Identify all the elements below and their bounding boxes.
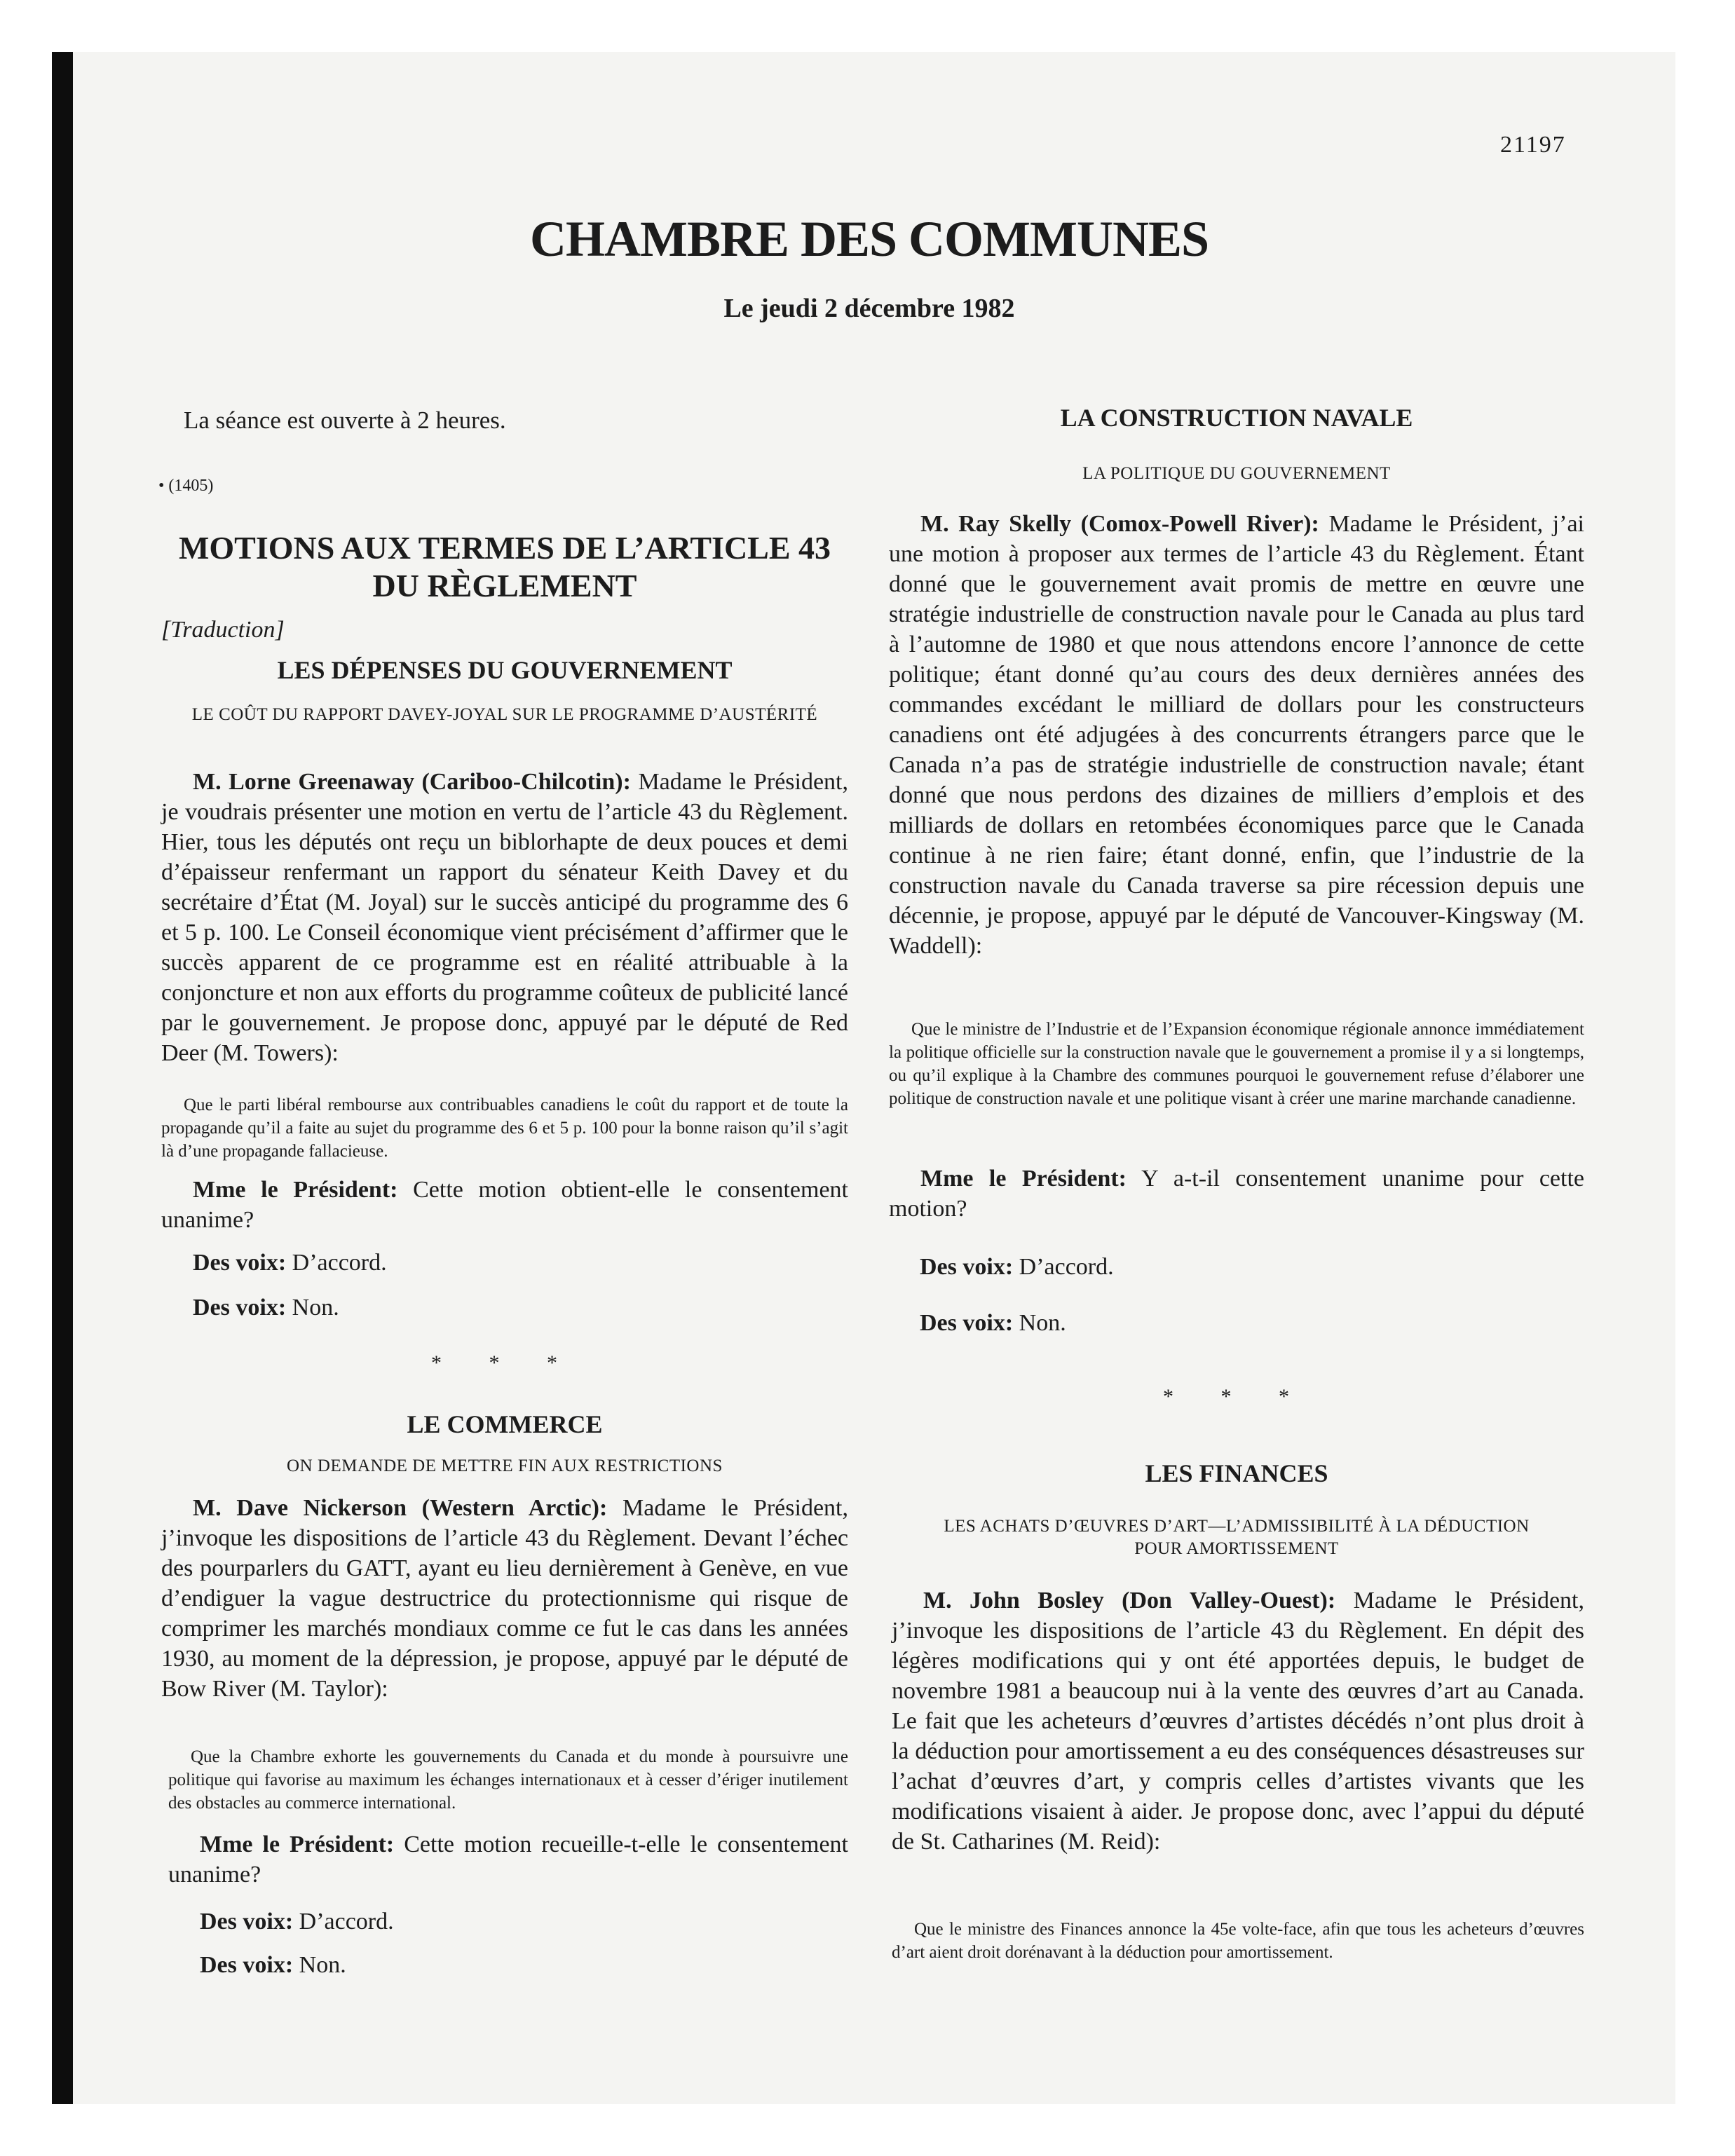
speaker-bosley: M. John Bosley (Don Valley-Ouest): (923, 1588, 1336, 1613)
motion-bosley: Que le ministre des Finances annonce la 45e volte-face, afin que tous les acheteurs d’œuvres d’art aient droit dorénavant à la déduction pour amortissement. (892, 1920, 1584, 1962)
speaker-skelly: M. Ray Skelly (Comox-Powell River): (920, 511, 1319, 537)
voices-text: Non. (1019, 1310, 1066, 1336)
chair-text: Y a-t-il consentement unanime pour cette motion? (889, 1166, 1584, 1222)
voices-agree-1 (193, 1248, 387, 1278)
chair-reply-1 (161, 1175, 848, 1235)
section-title-line2: DU RÈGLEMENT (372, 568, 637, 603)
heading-construction-navale: LA CONSTRUCTION NAVALE (1060, 404, 1413, 432)
motion-greenaway: Que le parti libéral rembourse aux contribuables canadiens le coût du rapport et de toute la propagande qu’il a faite au sujet du programme des 6 et 5 p. 100 pour la bonne raison qu’il s’agit là d’une propagande fallacieuse. (161, 1096, 848, 1161)
speech-text: Madame le Président, j’invoque les dispositions de l’article 43 du Règlement. En dépit des légères modifications qui y ont été apportées depuis, le budget de novembre 1981 a beaucoup nui à la vente des œuvres d’art au Canada. Le fait que les acheteurs d’œuvres d’artistes décédés n’ont plus droit à la déduction pour amortissement a eu des conséquences désastreuses sur l’achat d’œuvres d’art, y compris celles d’artistes vivants que les modifications visaient à aider. Je propose donc, avec l’appui du député de St. Catharines (M. Reid): (892, 1588, 1584, 1855)
speech-text: Madame le Président, j’invoque les dispositions de l’article 43 du Règlement. Devant l’échec des pourparlers du GATT, ayant eu lieu dernièrement à Genève, en vue d’endiguer la vague destructrice du protectionnisme qui risque de comprimer les marchés mondiaux comme ce fut le cas dans les années 1930, au moment de la dépression, je propose, appuyé par le député de Bow River (M. Taylor): (161, 1495, 848, 1702)
voices-text: Non. (292, 1295, 339, 1321)
speech-bosley (892, 1585, 1584, 1857)
voices-label: Des voix: (200, 1909, 294, 1935)
voices-label: Des voix: (200, 1952, 294, 1978)
speech-nickerson (161, 1493, 848, 1704)
motion-skelly: Que le ministre de l’Industrie et de l’Expansion économique régionale annonce immédiatement la politique officielle sur la construction navale que le gouvernement a promise il y a si longtemps, ou qu’il explique à la Chambre des communes pourquoi le gouvernement refuse d’élaborer une politique de construction navale et une politique visant à créer une marine marchande canadienne. (889, 1020, 1584, 1108)
voices-agree-2 (200, 1906, 394, 1937)
speech-text: Madame le Président, j’ai une motion à proposer aux termes de l’article 43 du Règlement. Étant donné que le gouvernement avait promis de mettre en œuvre une stratégie industrielle de construction navale pour le Canada au plus tard à l’automne de 1980 et que nous attendons encore l’annonce de cette politique; étant donné qu’au cours des deux dernières années des commandes excédant le milliard de dollars pour les constructeurs canadiens ont été adjugées à des concurrents étrangers parce que le Canada n’a pas de stratégie industrielle de construction navale; étant donné que nous perdons des dizaines de milliers d’emplois et des milliards de dollars en retombées économiques parce que le Canada continue à ne rien faire; étant donné, enfin, que l’industrie de la construction navale du Canada traverse sa pire récession depuis une décennie, je propose, appuyé par le député de Vancouver-Kingsway (M. Waddell): (889, 511, 1584, 959)
chair-text: Cette motion recueille-t-elle le consentement unanime? (168, 1831, 848, 1888)
speaker-chair: Mme le Président: (200, 1831, 395, 1857)
subheading-commerce: ON DEMANDE DE METTRE FIN AUX RESTRICTIONS (287, 1456, 723, 1475)
motion-nickerson: Que la Chambre exhorte les gouvernements du Canada et du monde à poursuivre une politique qui favorise au maximum les échanges internationaux et à cesser d’ériger inutilement des obstacles au commerce international. (168, 1747, 848, 1813)
masthead-title: CHAMBRE DES COMMUNES (529, 211, 1209, 267)
heading-finances: LES FINANCES (1145, 1459, 1328, 1487)
speaker-chair: Mme le Président: (193, 1177, 398, 1203)
sitting-date: Le jeudi 2 décembre 1982 (723, 294, 1015, 323)
time-marker: • (1405) (158, 477, 214, 495)
speaker-chair: Mme le Président: (920, 1166, 1127, 1192)
voices-text: D’accord. (292, 1250, 387, 1276)
voices-label: Des voix: (193, 1250, 287, 1276)
chair-reply-2 (168, 1829, 848, 1890)
subheading-depenses: LE COÛT DU RAPPORT DAVEY-JOYAL SUR LE PROGRAMME D’AUSTÉRITÉ (191, 705, 818, 724)
page-number: 21197 (1500, 132, 1566, 158)
speech-greenaway (161, 767, 848, 1068)
heading-depenses: LES DÉPENSES DU GOUVERNEMENT (277, 656, 733, 684)
voices-agree-3 (920, 1252, 1114, 1282)
section-separator-left: * * * (431, 1351, 578, 1374)
voices-disagree-1 (193, 1292, 339, 1323)
voices-disagree-3 (920, 1308, 1066, 1338)
chair-reply-3 (889, 1164, 1584, 1224)
speech-skelly (889, 509, 1584, 961)
speech-text: Madame le Président, je voudrais présenter une motion en vertu de l’article 43 du Règlement. Hier, tous les députés ont reçu un biblorhapte de deux pouces et demi d’épaisseur renfermant un rapport du sénateur Keith Davey et du secrétaire d’État (M. Joyal) sur le succès anticipé du programme des 6 et 5 p. 100. Le Conseil économique vient précisément d’affirmer que le succès apparent de ce programme est en réalité attribuable à la conjoncture et non aux efforts du programme coûteux de publicité lancé par le gouvernement. Je propose donc, appuyé par le député de Red Deer (M. Towers): (161, 769, 849, 1066)
voices-label: Des voix: (193, 1295, 287, 1321)
section-title-line1: MOTIONS AUX TERMES DE L’ARTICLE 43 (178, 530, 831, 566)
voices-label: Des voix: (920, 1254, 1014, 1280)
voices-label: Des voix: (920, 1310, 1014, 1336)
binding-edge (52, 52, 73, 2104)
voices-text: D’accord. (299, 1909, 394, 1935)
voices-text: D’accord. (1019, 1254, 1114, 1280)
speaker-greenaway: M. Lorne Greenaway (Cariboo-Chilcotin): (193, 769, 631, 795)
subheading-construction-navale: LA POLITIQUE DU GOUVERNEMENT (1082, 464, 1391, 483)
voices-text: Non. (299, 1952, 346, 1978)
voices-disagree-2 (200, 1950, 346, 1980)
speaker-nickerson: M. Dave Nickerson (Western Arctic): (193, 1495, 608, 1521)
subheading-finances: LES ACHATS D’ŒUVRES D’ART—L’ADMISSIBILITÉ À LA DÉDUCTION POUR AMORTISSEMENT (944, 1517, 1530, 1558)
chair-text: Cette motion obtient-elle le consentement unanime? (161, 1177, 848, 1233)
opening-line: La séance est ouverte à 2 heures. (184, 407, 506, 434)
section-separator-right: * * * (1163, 1385, 1310, 1408)
translation-note: [Traduction] (161, 617, 285, 643)
heading-commerce: LE COMMERCE (407, 1410, 603, 1438)
